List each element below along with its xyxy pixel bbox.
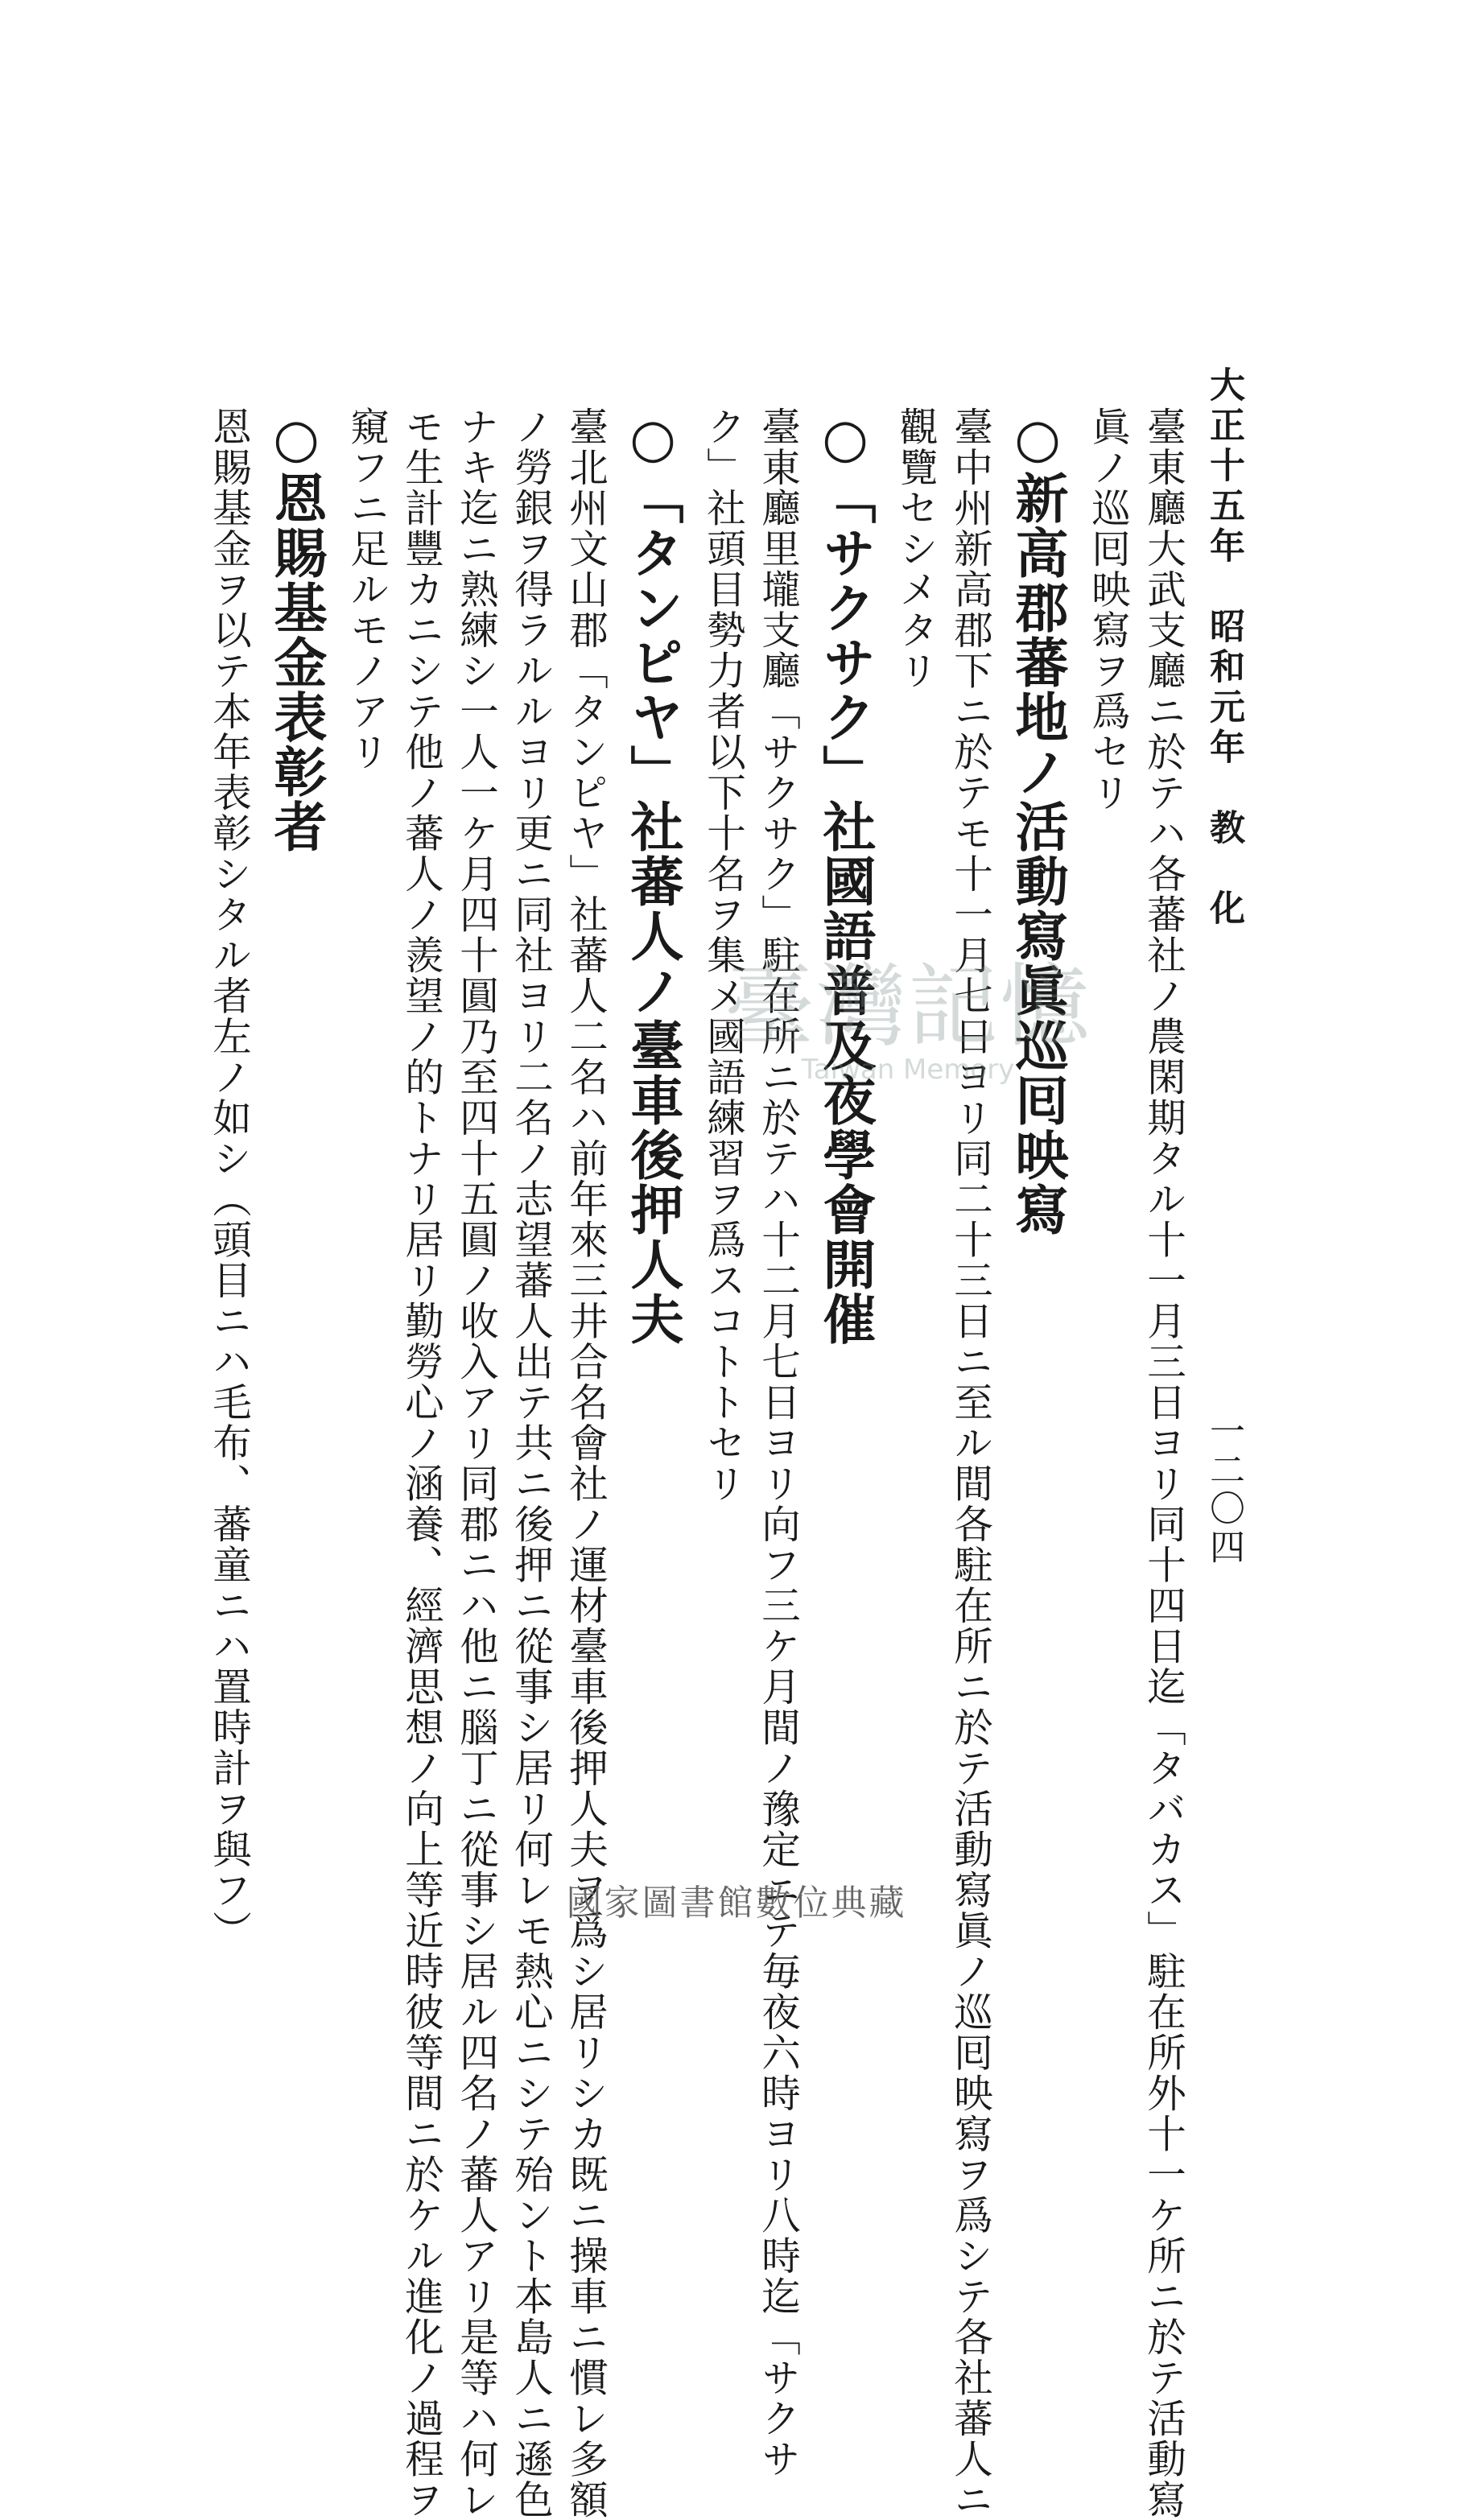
section-heading: ○「タンピヤ」社蕃人ノ臺車後押人夫 <box>621 406 684 1347</box>
running-head: 大正十五年 昭和元年 教 化 <box>1203 366 1244 930</box>
body-line: 臺東廳里壠支廳「サクサク」駐在所ニ於テハ十二月七日ヨリ向フ三ケ月間ノ豫定ニテ毎夜六時ヨリ八時迄「サクサ <box>754 406 800 2480</box>
body-line: 窺フニ足ルモノアリ <box>343 406 389 773</box>
body-line: モ生計豐カニシテ他ノ蕃人ノ羨望ノ的トナリ居リ勤勞心ノ涵養、經濟思想ノ向上等近時彼等間ニ於ケル進化ノ過程ヲ <box>398 406 444 2520</box>
body-line: ノ勞銀ヲ得ラルルヨリ更ニ同社ヨリ二名ノ志望蕃人出テ共ニ後押ニ從事シ居リ何レモ熱心ニシテ殆ント本島人ニ遜色 <box>507 406 553 2520</box>
watermark-main: 臺灣記憶 <box>724 955 1091 1059</box>
section-heading: ○恩賜基金表彰者 <box>265 406 328 854</box>
body-line: ナキ迄ニ熟練シ一人一ケ月四十圓乃至四十五圓ノ收入アリ同郡ニハ他ニ腦丁ニ從事シ居ル四名ノ蕃人アリ是等ハ何レ <box>452 406 498 2520</box>
body-line: 恩賜基金ヲ以テ本年表彰シタル者左ノ如シ（頭目ニハ毛布、蕃童ニハ置時計ヲ與フ） <box>205 406 251 1951</box>
page-number: 一二〇四 <box>1203 1413 1244 1567</box>
section-heading: ○「サクサク」社國語普及夜學會開催 <box>814 406 877 1347</box>
body-line: 觀覽セシメタリ <box>892 406 938 691</box>
footer-credit: 國家圖書館數位典藏 <box>566 1883 907 1924</box>
watermark-sub: Taiwan Memory <box>801 1054 1015 1086</box>
body-line: 臺中州新高郡下ニ於テモ十一月七日ヨリ同二十三日ニ至ル間各駐在所ニ於テ活動寫眞ノ巡囘映寫ヲ爲シテ各社蕃人ニ <box>947 406 992 2520</box>
section-heading: ○新高郡蕃地ノ活動寫眞巡囘映寫 <box>1006 406 1069 1237</box>
body-line: 眞ノ巡囘映寫ヲ爲セリ <box>1084 406 1130 813</box>
body-line: ク」社頭目勢力者以下十名ヲ集メ國語練習ヲ爲スコトトセリ <box>699 406 745 1504</box>
body-line: 臺東廳大武支廳ニ於テハ各蕃社ノ農閑期タル十一月三日ヨリ同十四日迄「タバカス」駐在所外十一ケ所ニ於テ活動寫 <box>1140 406 1186 2520</box>
watermark <box>724 955 1091 1086</box>
body-line: 臺北州文山郡「タンピヤ」社蕃人二名ハ前年來三井合名會社ノ運材臺車後押人夫ヲ爲シ居リシカ既ニ操車ニ慣レ多額 <box>562 406 608 2520</box>
